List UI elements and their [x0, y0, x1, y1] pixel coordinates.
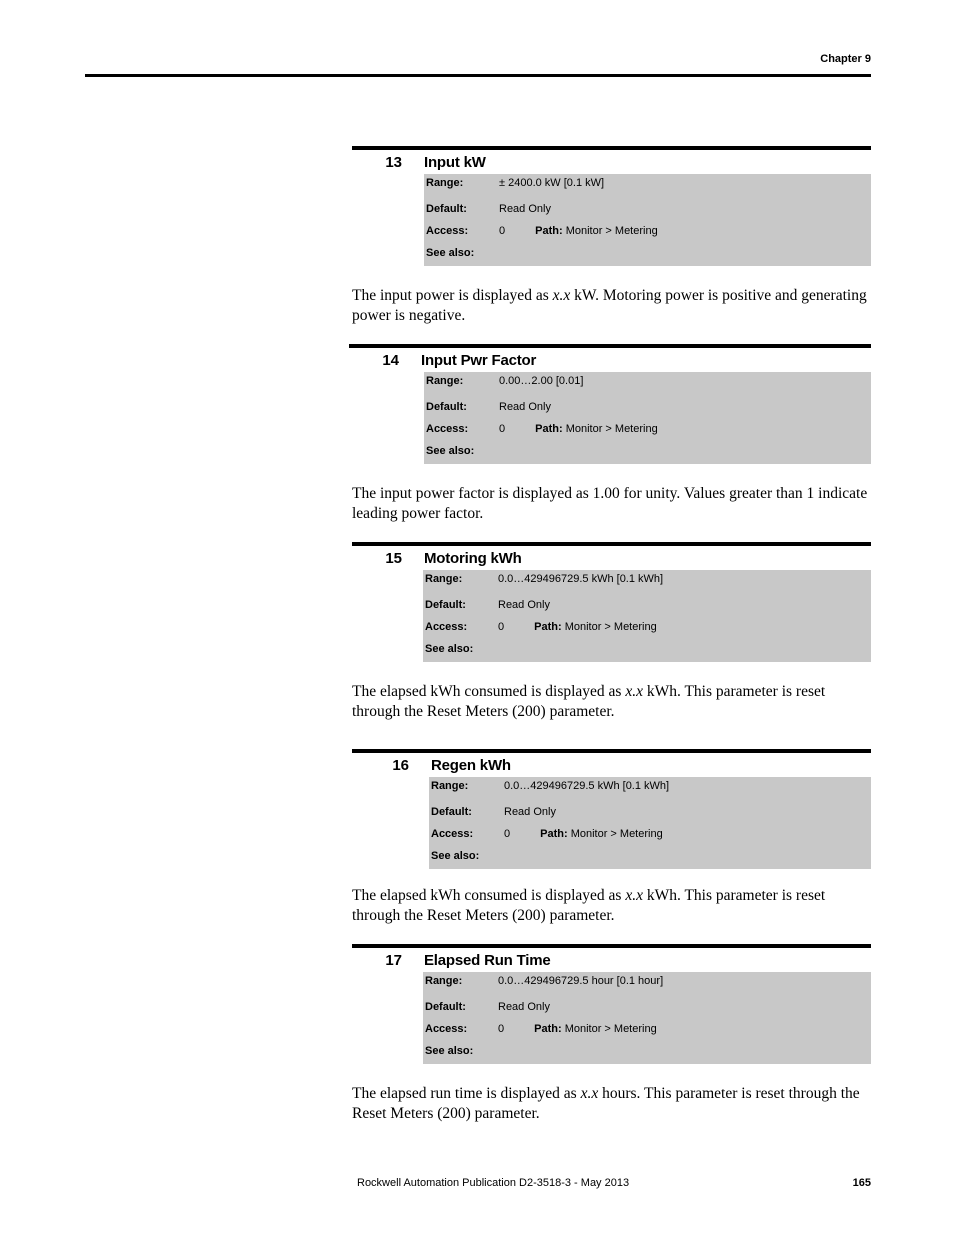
param-info-box [424, 174, 871, 266]
path-value: Monitor > Metering [565, 423, 658, 435]
access-row [425, 621, 657, 633]
access-label: Access: [426, 225, 469, 237]
param-name: Input kW [424, 153, 486, 171]
desc-text-end: kW. Motoring power is positive and generating power is negative. [352, 287, 867, 324]
path-value: Monitor > Metering [564, 1023, 657, 1035]
param-name: Input Pwr Factor [421, 351, 537, 369]
path-value: Monitor > Metering [564, 621, 657, 633]
desc-text: The input power is displayed as [352, 287, 553, 304]
desc-text-end: kWh. This parameter is reset through the Reset Meters (200) parameter. [352, 887, 826, 924]
see-also-label: See also: [425, 1045, 474, 1057]
range-value: 0.0…429496729.5 hour [0.1 hour] [498, 975, 664, 987]
default-label: Default: [425, 599, 466, 611]
default-value: Read Only [499, 401, 551, 413]
param-description [352, 682, 871, 722]
param-name: Motoring kWh [424, 549, 522, 567]
chapter-label: Chapter 9 [820, 53, 871, 65]
default-label: Default: [426, 401, 467, 413]
desc-text-end: kWh. This parameter is reset through the Reset Meters (200) parameter. [352, 683, 826, 720]
see-also-label: See also: [431, 850, 480, 862]
range-value: 0.00…2.00 [0.01] [499, 375, 584, 387]
path [534, 621, 657, 633]
default-row [425, 1001, 550, 1013]
range-value: ± 2400.0 kW [0.1 kW] [499, 177, 605, 189]
range-label: Range: [431, 780, 469, 792]
access-value: 0 [498, 1023, 505, 1035]
desc-italic: x.x [580, 1085, 599, 1102]
param-13 [352, 146, 871, 266]
range-row [425, 573, 663, 585]
param-info-box [423, 972, 871, 1064]
default-value: Read Only [504, 806, 556, 818]
path [534, 1023, 657, 1035]
param-number: 13 [385, 153, 402, 171]
range-label: Range: [425, 573, 463, 585]
range-value: 0.0…429496729.5 kWh [0.1 kWh] [498, 573, 664, 585]
param-description [352, 286, 871, 326]
param-header [352, 546, 871, 570]
access-value: 0 [498, 621, 505, 633]
access-label: Access: [425, 621, 468, 633]
path-label: Path: [535, 423, 563, 435]
range-row [426, 375, 583, 387]
default-row [426, 401, 551, 413]
param-name: Elapsed Run Time [424, 951, 551, 969]
param-info-box [429, 777, 871, 869]
param-description [352, 484, 871, 524]
path [535, 225, 658, 237]
param-15 [352, 542, 871, 662]
path [535, 423, 658, 435]
desc-text-end: hours. This parameter is reset through the Reset Meters (200) parameter. [352, 1085, 860, 1122]
default-row [426, 203, 551, 215]
path [540, 828, 663, 840]
default-value: Read Only [498, 599, 550, 611]
param-info-box [424, 372, 871, 464]
access-value: 0 [499, 423, 506, 435]
page-number: 165 [852, 1177, 871, 1189]
default-label: Default: [426, 203, 467, 215]
range-row [426, 177, 604, 189]
desc-italic: x.x [625, 683, 643, 700]
path-label: Path: [540, 828, 568, 840]
see-also-label: See also: [425, 643, 474, 655]
param-number: 15 [385, 549, 402, 567]
access-row [425, 1023, 657, 1035]
range-row [425, 975, 663, 987]
access-row [431, 828, 663, 840]
default-row [431, 806, 556, 818]
access-value: 0 [499, 225, 506, 237]
param-name: Regen kWh [431, 756, 511, 774]
param-header [349, 348, 871, 372]
desc-text: The elapsed kWh consumed is displayed as [352, 683, 626, 700]
see-also-label: See also: [426, 445, 475, 457]
param-17 [352, 944, 871, 1064]
range-value: 0.0…429496729.5 kWh [0.1 kWh] [504, 780, 670, 792]
see-also-row [425, 643, 498, 655]
path-value: Monitor > Metering [565, 225, 658, 237]
param-header [352, 753, 871, 777]
param-16 [352, 749, 871, 869]
param-description [352, 886, 871, 926]
default-label: Default: [431, 806, 472, 818]
default-row [425, 599, 550, 611]
top-rule [85, 74, 871, 77]
param-description [352, 1084, 871, 1124]
see-also-label: See also: [426, 247, 475, 259]
path-label: Path: [534, 621, 562, 633]
param-number: 17 [385, 951, 402, 969]
access-value: 0 [504, 828, 511, 840]
access-label: Access: [431, 828, 474, 840]
desc-text: The input power factor is displayed as 1.00 for unity. Values greater than 1 indicate leading power factor. [352, 485, 868, 522]
param-header [352, 150, 871, 174]
range-row [431, 780, 669, 792]
param-number: 16 [392, 756, 409, 774]
param-number: 14 [382, 351, 399, 369]
footer-publication: Rockwell Automation Publication D2-3518-3 - May 2013 [357, 1177, 630, 1189]
range-label: Range: [426, 375, 464, 387]
access-row [426, 225, 658, 237]
default-value: Read Only [499, 203, 551, 215]
access-row [426, 423, 658, 435]
param-header [352, 948, 871, 972]
access-label: Access: [426, 423, 469, 435]
path-label: Path: [534, 1023, 562, 1035]
range-label: Range: [425, 975, 463, 987]
default-label: Default: [425, 1001, 466, 1013]
see-also-row [425, 1045, 498, 1057]
see-also-row [426, 247, 499, 259]
range-label: Range: [426, 177, 464, 189]
param-14 [349, 344, 871, 464]
desc-italic: x.x [625, 887, 643, 904]
access-label: Access: [425, 1023, 468, 1035]
desc-text: The elapsed run time is displayed as [352, 1085, 581, 1102]
default-value: Read Only [498, 1001, 550, 1013]
path-value: Monitor > Metering [570, 828, 663, 840]
path-label: Path: [535, 225, 563, 237]
see-also-row [431, 850, 504, 862]
param-info-box [423, 570, 871, 662]
desc-text: The elapsed kWh consumed is displayed as [352, 887, 626, 904]
desc-italic: x.x [552, 287, 571, 304]
see-also-row [426, 445, 499, 457]
